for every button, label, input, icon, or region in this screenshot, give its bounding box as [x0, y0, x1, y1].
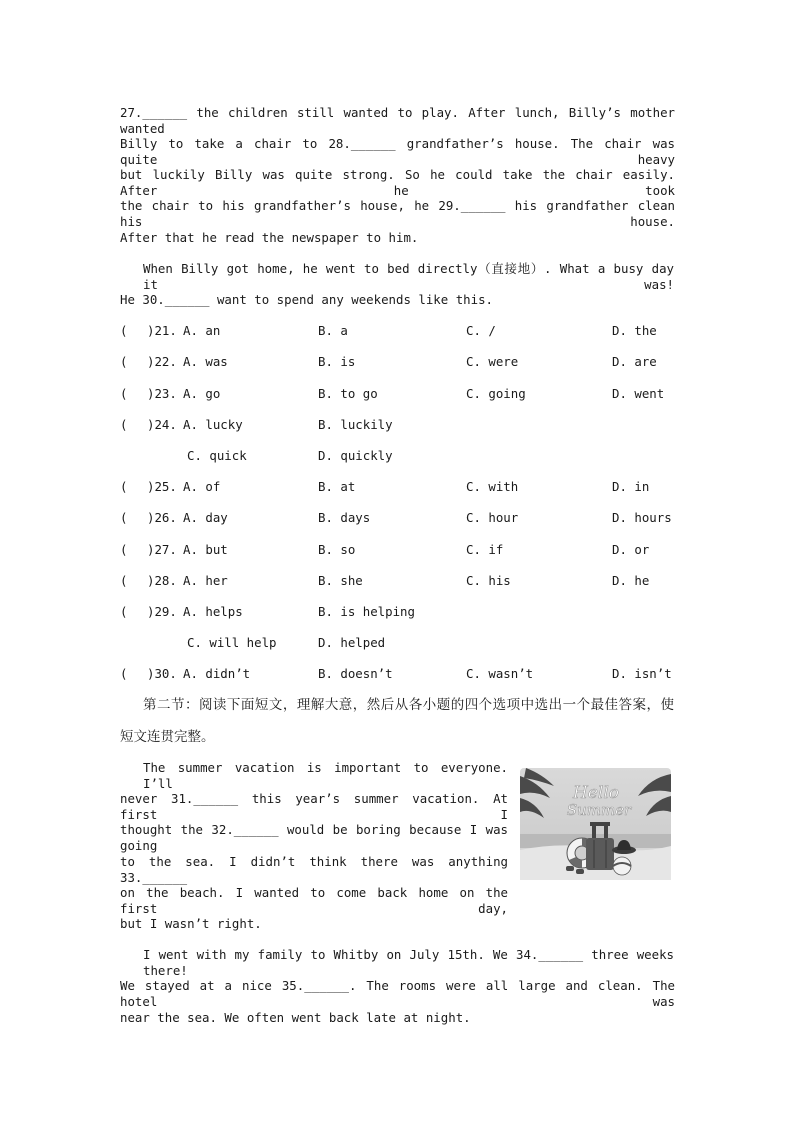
question-29	[120, 604, 680, 620]
option-d[interactable]: D. helped	[318, 635, 386, 650]
question-number: )22.	[147, 354, 177, 369]
slipper-icon	[566, 866, 574, 871]
option-d[interactable]: D. in	[612, 479, 650, 494]
passage1-line-6: When Billy got home, he went to bed directly（直接地）. What a busy day it was!	[143, 261, 674, 292]
option-a[interactable]: A. helps	[183, 604, 243, 619]
option-c[interactable]: C. with	[466, 479, 519, 494]
option-a[interactable]: A. go	[183, 386, 221, 401]
option-d[interactable]: D. hours	[612, 510, 672, 525]
question-22	[120, 354, 680, 370]
question-24-continued	[120, 448, 680, 464]
option-b[interactable]: B. at	[318, 479, 356, 494]
option-a[interactable]: A. was	[183, 354, 228, 369]
option-a[interactable]: A. an	[183, 323, 221, 338]
answer-paren[interactable]: (	[120, 479, 128, 494]
option-c[interactable]: C. his	[466, 573, 511, 588]
option-d[interactable]: D. the	[612, 323, 657, 338]
question-number: )27.	[147, 542, 177, 557]
summer-text: Summer	[566, 801, 632, 819]
question-number: )25.	[147, 479, 177, 494]
option-b[interactable]: B. luckily	[318, 417, 393, 432]
option-c[interactable]: C. going	[466, 386, 526, 401]
option-d[interactable]: D. he	[612, 573, 650, 588]
question-number: )26.	[147, 510, 177, 525]
passage1-line-3: but luckily Billy was quite strong. So he could take the chair easily. After he took	[120, 167, 675, 198]
answer-paren[interactable]: (	[120, 354, 128, 369]
answer-paren[interactable]: (	[120, 573, 128, 588]
hello-text: Hello	[573, 783, 619, 803]
answer-paren[interactable]: (	[120, 510, 128, 525]
question-21	[120, 323, 680, 339]
option-d[interactable]: D. or	[612, 542, 650, 557]
passage1-line-7: He 30.______ want to spend any weekends like this.	[120, 292, 493, 307]
option-b[interactable]: B. a	[318, 323, 348, 338]
answer-paren[interactable]: (	[120, 542, 128, 557]
option-b[interactable]: B. doesn’t	[318, 666, 393, 681]
question-29-continued	[120, 635, 680, 651]
passage2-line-7: I went with my family to Whitby on July 15th. We 34.______ three weeks there!	[143, 947, 674, 978]
question-28	[120, 573, 680, 589]
answer-paren[interactable]: (	[120, 604, 128, 619]
passage2-line-4: to the sea. I didn’t think there was anything 33.______	[120, 854, 508, 885]
beach-ball-icon	[613, 857, 631, 875]
answer-paren[interactable]: (	[120, 417, 128, 432]
option-b[interactable]: B. she	[318, 573, 363, 588]
question-23	[120, 386, 680, 402]
question-number: )24.	[147, 417, 177, 432]
option-a[interactable]: A. of	[183, 479, 221, 494]
question-number: )23.	[147, 386, 177, 401]
section2-instruction-cont: 短文连贯完整。	[120, 729, 215, 745]
section2-instruction: 第二节：阅读下面短文，理解大意，然后从各小题的四个选项中选出一个最佳答案，使	[143, 697, 674, 713]
slipper-icon	[576, 869, 584, 874]
question-number: )29.	[147, 604, 177, 619]
hello-summer-illustration	[520, 768, 671, 880]
passage2-line-8: We stayed at a nice 35.______. The rooms were all large and clean. The hotel was	[120, 978, 675, 1009]
passage1-line-1: 27.______ the children still wanted to play. After lunch, Billy’s mother wanted	[120, 105, 675, 136]
answer-paren[interactable]: (	[120, 386, 128, 401]
option-b[interactable]: B. is helping	[318, 604, 415, 619]
question-number: )21.	[147, 323, 177, 338]
passage1-line-2: Billy to take a chair to 28.______ grandfather’s house. The chair was quite heavy	[120, 136, 675, 167]
option-d[interactable]: D. quickly	[318, 448, 393, 463]
option-a[interactable]: A. lucky	[183, 417, 243, 432]
passage2-line-1: The summer vacation is important to everyone. I’ll	[143, 760, 508, 791]
option-c[interactable]: C. were	[466, 354, 519, 369]
option-b[interactable]: B. days	[318, 510, 371, 525]
option-c[interactable]: C. quick	[187, 448, 247, 463]
passage2-line-2: never 31.______ this year’s summer vacation. At first I	[120, 791, 508, 822]
option-c[interactable]: C. wasn’t	[466, 666, 534, 681]
question-24	[120, 417, 680, 433]
question-27	[120, 542, 680, 558]
option-a[interactable]: A. day	[183, 510, 228, 525]
answer-paren[interactable]: (	[120, 323, 128, 338]
option-a[interactable]: A. her	[183, 573, 228, 588]
option-b[interactable]: B. to go	[318, 386, 378, 401]
passage2-line-6: but I wasn’t right.	[120, 916, 262, 931]
option-a[interactable]: A. but	[183, 542, 228, 557]
question-26	[120, 510, 680, 526]
option-c[interactable]: C. hour	[466, 510, 519, 525]
option-b[interactable]: B. so	[318, 542, 356, 557]
passage1-line-5: After that he read the newspaper to him.	[120, 230, 419, 245]
option-c[interactable]: C. /	[466, 323, 496, 338]
question-number: )28.	[147, 573, 177, 588]
option-c[interactable]: C. will help	[187, 635, 277, 650]
option-a[interactable]: A. didn’t	[183, 666, 251, 681]
question-25	[120, 479, 680, 495]
option-c[interactable]: C. if	[466, 542, 504, 557]
passage2-line-3: thought the 32.______ would be boring because I was going	[120, 822, 508, 853]
option-d[interactable]: D. went	[612, 386, 665, 401]
answer-paren[interactable]: (	[120, 666, 128, 681]
hello-summer-picture	[520, 768, 671, 880]
passage1-line-4: the chair to his grandfather’s house, he 29.______ his grandfather clean his house.	[120, 198, 675, 229]
option-d[interactable]: D. are	[612, 354, 657, 369]
passage2-line-9: near the sea. We often went back late at night.	[120, 1010, 471, 1025]
question-number: )30.	[147, 666, 177, 681]
option-d[interactable]: D. isn’t	[612, 666, 672, 681]
passage2-line-5: on the beach. I wanted to come back home on the first day,	[120, 885, 508, 916]
option-b[interactable]: B. is	[318, 354, 356, 369]
question-30	[120, 666, 680, 682]
